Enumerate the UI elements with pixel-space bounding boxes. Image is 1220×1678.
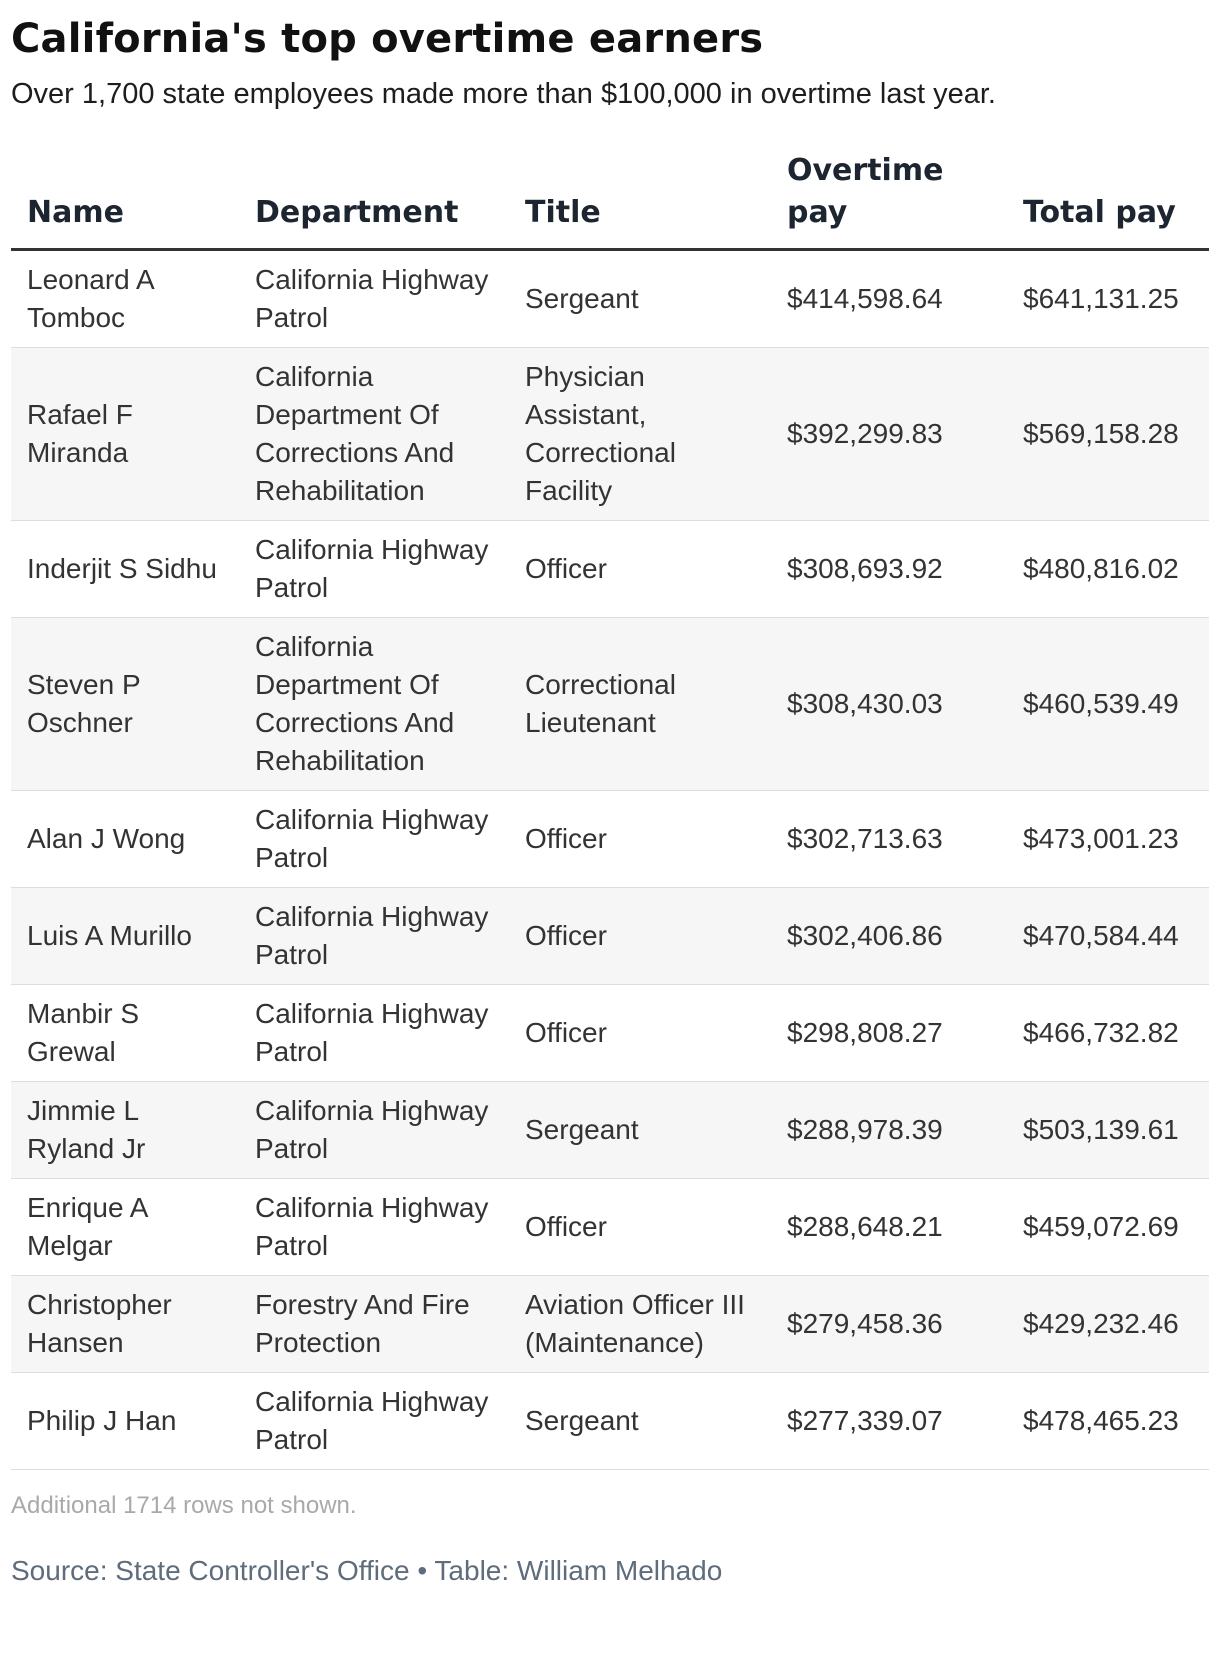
cell-total-pay: $641,131.25 bbox=[1007, 250, 1209, 348]
cell-department: California Highway Patrol bbox=[239, 521, 509, 618]
cell-title: Officer bbox=[509, 521, 771, 618]
cell-total-pay: $466,732.82 bbox=[1007, 985, 1209, 1082]
table-row bbox=[11, 791, 1209, 888]
table-header bbox=[11, 150, 1209, 250]
cell-name: Inderjit S Sidhu bbox=[11, 521, 239, 618]
cell-total-pay: $470,584.44 bbox=[1007, 888, 1209, 985]
cell-total-pay: $429,232.46 bbox=[1007, 1276, 1209, 1373]
cell-title: Officer bbox=[509, 791, 771, 888]
cell-name: Luis A Murillo bbox=[11, 888, 239, 985]
cell-department: California Highway Patrol bbox=[239, 1179, 509, 1276]
cell-department: California Highway Patrol bbox=[239, 1373, 509, 1470]
cell-name: Rafael F Miranda bbox=[11, 348, 239, 521]
cell-department: Forestry And Fire Protection bbox=[239, 1276, 509, 1373]
cell-overtime-pay: $392,299.83 bbox=[771, 348, 1007, 521]
table-row bbox=[11, 985, 1209, 1082]
table-body bbox=[11, 250, 1209, 1470]
chart-title: California's top overtime earners bbox=[11, 16, 764, 62]
source-credit: Source: State Controller's Office • Table: William Melhado bbox=[11, 1555, 723, 1586]
cell-total-pay: $503,139.61 bbox=[1007, 1082, 1209, 1179]
cell-title: Sergeant bbox=[509, 1082, 771, 1179]
table-row bbox=[11, 618, 1209, 791]
cell-title: Correctional Lieutenant bbox=[509, 618, 771, 791]
cell-title: Officer bbox=[509, 888, 771, 985]
cell-name: Leonard A Tomboc bbox=[11, 250, 239, 348]
table-row bbox=[11, 521, 1209, 618]
cell-overtime-pay: $308,430.03 bbox=[771, 618, 1007, 791]
cell-name: Manbir S Grewal bbox=[11, 985, 239, 1082]
header-row bbox=[11, 150, 1209, 250]
table-row bbox=[11, 1082, 1209, 1179]
cell-overtime-pay: $414,598.64 bbox=[771, 250, 1007, 348]
cell-name: Alan J Wong bbox=[11, 791, 239, 888]
column-header-name[interactable]: Name bbox=[11, 150, 239, 250]
table-row bbox=[11, 1179, 1209, 1276]
cell-overtime-pay: $298,808.27 bbox=[771, 985, 1007, 1082]
cell-total-pay: $569,158.28 bbox=[1007, 348, 1209, 521]
cell-title: Aviation Officer III (Maintenance) bbox=[509, 1276, 771, 1373]
cell-department: California Department Of Corrections And Rehabilitation bbox=[239, 348, 509, 521]
cell-overtime-pay: $279,458.36 bbox=[771, 1276, 1007, 1373]
cell-department: California Highway Patrol bbox=[239, 250, 509, 348]
cell-department: California Department Of Corrections And Rehabilitation bbox=[239, 618, 509, 791]
column-header-total-pay[interactable]: Total pay bbox=[1007, 150, 1209, 250]
cell-title: Officer bbox=[509, 1179, 771, 1276]
cell-overtime-pay: $302,406.86 bbox=[771, 888, 1007, 985]
cell-name: Philip J Han bbox=[11, 1373, 239, 1470]
cell-overtime-pay: $277,339.07 bbox=[771, 1373, 1007, 1470]
overtime-table bbox=[11, 150, 1209, 1470]
cell-title: Sergeant bbox=[509, 1373, 771, 1470]
cell-title: Officer bbox=[509, 985, 771, 1082]
cell-overtime-pay: $288,978.39 bbox=[771, 1082, 1007, 1179]
cell-name: Jimmie L Ryland Jr bbox=[11, 1082, 239, 1179]
column-header-department[interactable]: Department bbox=[239, 150, 509, 250]
table-row bbox=[11, 1276, 1209, 1373]
table-row bbox=[11, 348, 1209, 521]
table-row bbox=[11, 888, 1209, 985]
cell-title: Physician Assistant, Correctional Facility bbox=[509, 348, 771, 521]
column-header-title[interactable]: Title bbox=[509, 150, 771, 250]
table-row bbox=[11, 1373, 1209, 1470]
cell-department: California Highway Patrol bbox=[239, 1082, 509, 1179]
cell-overtime-pay: $288,648.21 bbox=[771, 1179, 1007, 1276]
cell-department: California Highway Patrol bbox=[239, 791, 509, 888]
cell-department: California Highway Patrol bbox=[239, 888, 509, 985]
cell-total-pay: $478,465.23 bbox=[1007, 1373, 1209, 1470]
cell-overtime-pay: $302,713.63 bbox=[771, 791, 1007, 888]
column-header-overtime-pay[interactable]: Overtime pay bbox=[771, 150, 1007, 250]
cell-name: Enrique A Melgar bbox=[11, 1179, 239, 1276]
cell-name: Steven P Oschner bbox=[11, 618, 239, 791]
cell-name: Christopher Hansen bbox=[11, 1276, 239, 1373]
cell-total-pay: $480,816.02 bbox=[1007, 521, 1209, 618]
cell-title: Sergeant bbox=[509, 250, 771, 348]
table-row bbox=[11, 250, 1209, 348]
chart-subtitle: Over 1,700 state employees made more than $100,000 in overtime last year. bbox=[11, 78, 996, 110]
cell-total-pay: $473,001.23 bbox=[1007, 791, 1209, 888]
rows-not-shown-note: Additional 1714 rows not shown. bbox=[11, 1492, 357, 1519]
cell-department: California Highway Patrol bbox=[239, 985, 509, 1082]
cell-total-pay: $460,539.49 bbox=[1007, 618, 1209, 791]
cell-total-pay: $459,072.69 bbox=[1007, 1179, 1209, 1276]
cell-overtime-pay: $308,693.92 bbox=[771, 521, 1007, 618]
